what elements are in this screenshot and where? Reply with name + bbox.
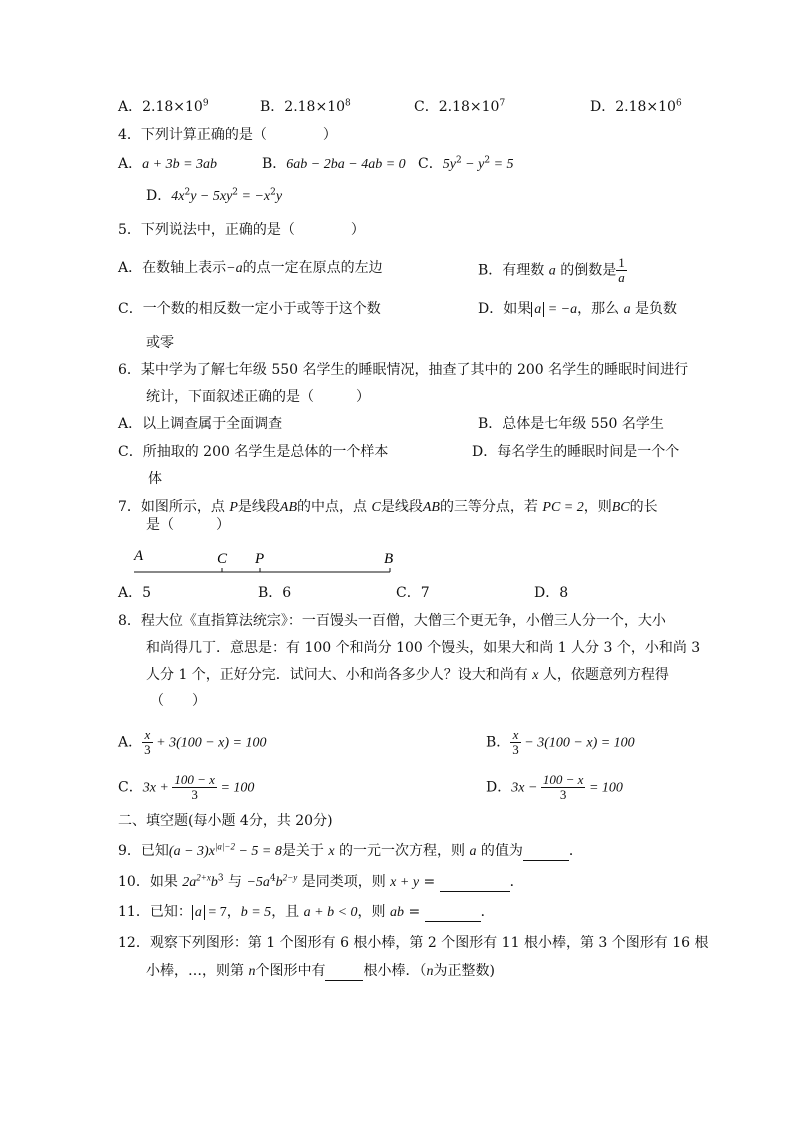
q8-option-a: A． $\frac{x}{3}$ + 3(100 − x) = 100	[118, 727, 267, 757]
q3-option-c: C．$2.18\times 10^7$	[414, 98, 506, 115]
q5-option-b: B．有理数 a 的倒数是 $\frac{1}{a}$	[478, 255, 625, 285]
segment-diagram	[128, 548, 408, 580]
q12-line2: 小棒，…，则第 n个图形中有 根小棒．（n为正整数)	[146, 963, 495, 979]
q10-answer-blank[interactable]	[440, 877, 510, 892]
q3-option-b: B．$2.18\times 10^8$	[260, 98, 351, 115]
q3-option-a: A．$2.18\times 10^9$	[118, 98, 209, 115]
q8-stem-line4: （ ）	[150, 693, 206, 709]
q8-option-b: B． $\frac{x}{3}$ − 3(100 − x) = 100	[486, 727, 635, 757]
q6-stem-line2: 统计，下面叙述正确的是（ ）	[146, 389, 370, 405]
section-heading: 二、填空题(每小题 4分，共 20分)	[118, 813, 333, 829]
point-label-c: C	[217, 551, 228, 567]
q12-answer-blank[interactable]	[325, 966, 363, 981]
q8-stem-line1: 8．程大位《直指算法统宗》：一百馒头一百僧，大僧三个更无争，小僧三人分一个，大小	[118, 613, 666, 629]
q5-option-a: A．在数轴上表示−a的点一定在原点的左边	[118, 260, 383, 276]
q10: 10．如果 $2a^{2+x}b^3$ 与 $-5a^4b^{2-y}$ 是同类项，则 x + y = ．	[118, 872, 524, 890]
q11-answer-blank[interactable]	[425, 907, 481, 922]
q4-option-c: C．$5y^2 - y^2 = 5$	[418, 155, 514, 172]
q7-stem-line1: 7．如图所示，点 P是线段AB的中点，点 C是线段AB的三等分点，若 PC = 2，则BC的长	[118, 499, 658, 515]
q5-option-c: C．一个数的相反数一定小于或等于这个数	[118, 301, 381, 317]
q6-option-d-continued: 体	[148, 471, 162, 487]
q7-option-b: B．6	[258, 585, 292, 601]
q9: 9．已知$(a - 3)x^{|a|-2} - 5 = 8$是关于 x 的一元一次方程，则 a 的值为 ．	[118, 841, 583, 859]
q11: 11．已知： a = 7，b = 5，且 a + b < 0，则 ab = ．	[118, 904, 495, 920]
q6-option-a: A．以上调查属于全面调查	[118, 416, 283, 432]
q4-option-d: D．$4x^2y - 5xy^2 = -x^2y$	[146, 187, 283, 204]
q7-option-d: D．8	[534, 585, 569, 601]
q9-answer-blank[interactable]	[523, 846, 569, 861]
q4-option-b: B．6ab − 2ba − 4ab = 0	[262, 156, 406, 172]
q8-option-d: D．3x − $\frac{100 - x}{3}$ = 100	[486, 772, 623, 802]
point-label-b: B	[384, 551, 394, 567]
q3-option-d: D．$2.18\times 10^6$	[590, 98, 682, 115]
q8-option-c: C．3x + $\frac{100 - x}{3}$ = 100	[118, 772, 255, 802]
q7-option-c: C．7	[396, 585, 430, 601]
q6-option-d: D．每名学生的睡眠时间是一个个	[472, 444, 680, 460]
q5-option-d-continued: 或零	[146, 335, 174, 351]
q7-option-a: A．5	[118, 585, 152, 601]
point-label-a: A	[134, 548, 144, 564]
q8-stem-line2: 和尚得几丁．意思是：有 100 个和尚分 100 个馒头，如果大和尚 1 人分 3 个，小和尚 3	[146, 640, 701, 656]
q4-option-a: A．a + 3b = 3ab	[118, 156, 218, 172]
q6-option-c: C．所抽取的 200 名学生是总体的一个样本	[118, 444, 389, 460]
q5-option-d: D．如果 a = −a，那么 a 是负数	[478, 301, 678, 317]
q5-stem: 5．下列说法中，正确的是（ ）	[118, 222, 365, 238]
q6-stem-line1: 6．某中学为了解七年级 550 名学生的睡眠情况，抽查了其中的 200 名学生的睡眠时间进行	[118, 362, 689, 378]
point-label-p: P	[255, 551, 265, 567]
q12-line1: 12．观察下列图形：第 1 个图形有 6 根小棒，第 2 个图形有 11 根小棒，第 3 个图形有 16 根	[118, 935, 709, 951]
q4-stem: 4．下列计算正确的是（ ）	[118, 127, 337, 143]
q7-stem-line2: 是（ ）	[146, 517, 230, 533]
q8-stem-line3: 人分 1 个，正好分完．试问大、小和尚各多少人？设大和尚有 x 人，依题意列方程得	[146, 667, 669, 683]
q6-option-b: B．总体是七年级 550 名学生	[478, 416, 664, 432]
